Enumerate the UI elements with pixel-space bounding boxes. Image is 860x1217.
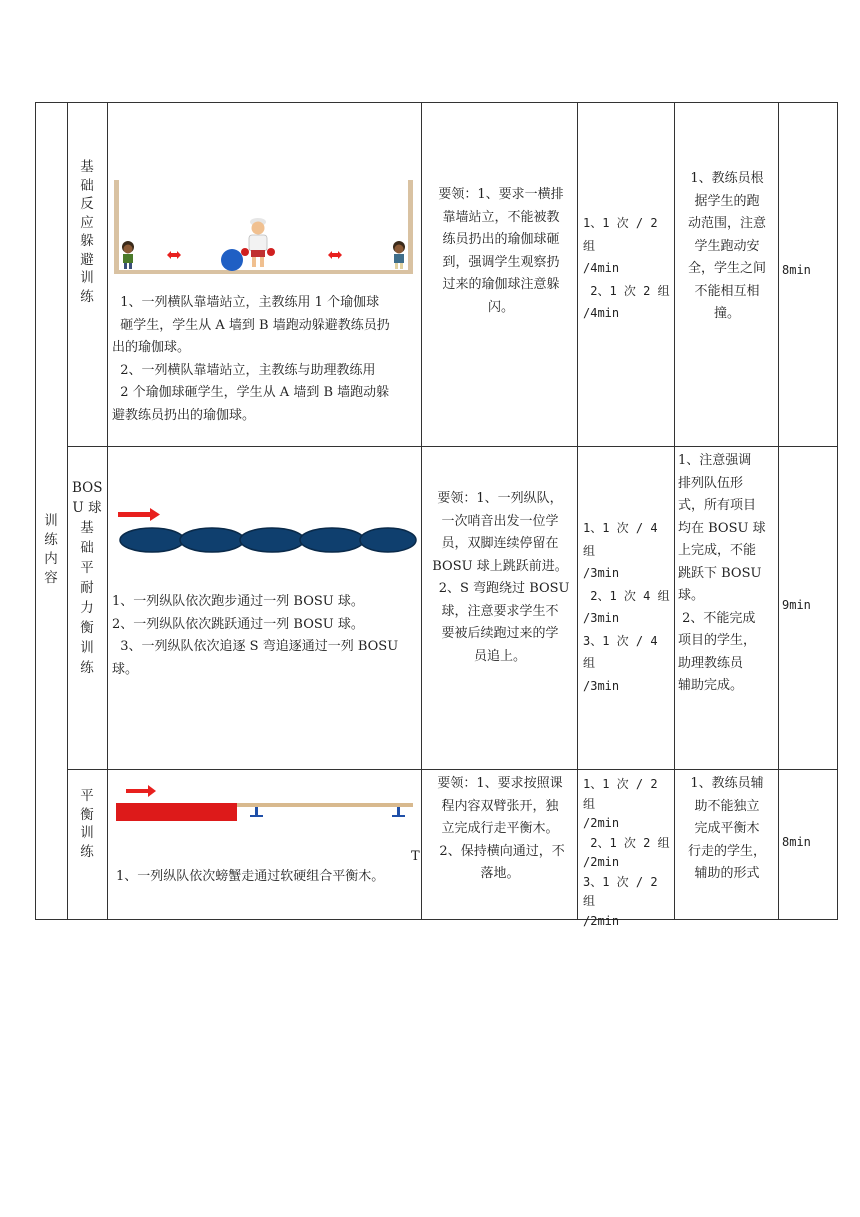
row-3-time: 8min xyxy=(782,835,811,849)
wall-a xyxy=(114,180,119,274)
row-1-description: 1、一列横队靠墙站立，主教练用 1 个瑜伽球 砸学生，学生从 A 墙到 B 墙跑动躲避教练员扔 出的瑜伽球。 2、一列横队靠墙站立，主教练与助理教练用 2 个瑜伽球砸学生，学生从 A 墙到 B 墙跑动躲 避教练员扔出的瑜伽球。 xyxy=(112,295,390,423)
section-label: 训 练 内 容 xyxy=(44,513,58,586)
wall-b xyxy=(408,180,413,274)
bosu-diagram xyxy=(112,506,418,556)
arrow-icon-left xyxy=(167,251,181,259)
bosu-ball-icon xyxy=(180,528,244,552)
walk-arrow-icon xyxy=(126,785,156,797)
row-2-time: 9min xyxy=(782,598,811,612)
student-icon-left xyxy=(122,241,134,269)
row-3-stray-mark: T xyxy=(411,849,420,864)
row-1-sets: 1、1 次 / 2 组 /4min 2、1 次 2 组 /4min xyxy=(583,216,670,320)
row-divider-1 xyxy=(67,446,838,447)
row-1-notes: 1、教练员根 据学生的跑 动范围，注意 学生跑动安 全，学生之间 不能相互相 撞。 xyxy=(687,171,766,321)
balance-beam-diagram xyxy=(112,782,418,826)
row-3-description: 1、一列纵队依次螃蟹走通过软硬组合平衡木。 xyxy=(116,869,385,884)
beam-support-icon xyxy=(250,807,263,817)
run-arrow-icon xyxy=(118,508,160,521)
table-border-bottom xyxy=(35,919,838,920)
student-icon-right xyxy=(393,241,405,269)
soft-beam xyxy=(116,803,237,821)
col-divider-7 xyxy=(837,102,838,920)
row-3-sets: 1、1 次 / 2 组 /2min 2、1 次 2 组 /2min 3、1 次 / 2 组 /2min xyxy=(583,777,670,928)
row-1-key-points: 要领：1、要求一横排 靠墙站立，不能被教 练员扔出的瑜伽球砸 到，强调学生观察扔 过来的瑜伽球注意躲 闪。 xyxy=(438,187,564,315)
dodgeball-diagram xyxy=(112,176,418,276)
table-border-top xyxy=(35,102,838,103)
row-2-title: BOS U 球 基 础 平 耐 力 衡 训 练 xyxy=(72,480,103,676)
row-2-description: 1、一列纵队依次跑步通过一列 BOSU 球。 2、一列纵队依次跳跃通过一列 BOSU 球。 3、一列纵队依次追逐 S 弯追逐通过一列 BOSU 球。 xyxy=(112,594,399,677)
coach-icon xyxy=(241,218,275,267)
floor xyxy=(114,270,413,274)
yoga-ball-icon xyxy=(221,249,243,271)
row-2-sets: 1、1 次 / 4 组 /3min 2、1 次 4 组 /3min 3、1 次 / 4 组 /3min xyxy=(583,521,670,693)
col-divider-2 xyxy=(107,102,108,920)
beam-support-icon xyxy=(392,807,405,817)
bosu-ball-icon xyxy=(360,528,416,552)
row-1-time: 8min xyxy=(782,263,811,277)
row-3-notes: 1、教练员辅 助不能独立 完成平衡木 行走的学生， 辅助的形式 xyxy=(687,776,766,881)
row-divider-2 xyxy=(67,769,838,770)
row-3-key-points: 要领：1、要求按照课 程内容双臂张开，独 立完成行走平衡木。 2、保持横向通过，不 落地。 xyxy=(437,776,565,881)
col-divider-4 xyxy=(577,102,578,920)
col-divider-6 xyxy=(778,102,779,920)
bosu-ball-icon xyxy=(240,528,304,552)
row-2-key-points: 要领：1、一列纵队， 一次哨音出发一位学 员，双脚连续停留在 BOSU 球上跳跃前进。 2、S 弯跑绕过 BOSU 球，注意要求学生不 要被后续跑过来的学 员追上。 xyxy=(432,491,570,664)
row-3-title: 平 衡 训 练 xyxy=(80,788,94,860)
row-2-notes: 1、注意强调 排列队伍形 式，所有项目 均在 BOSU 球 上完成，不能 跳跃下 BOSU 球。 2、不能完成 项目的学生， 助理教练员 辅助完成。 xyxy=(678,453,766,693)
col-divider-1 xyxy=(67,102,68,920)
arrow-icon-right xyxy=(328,251,342,259)
col-divider-0 xyxy=(35,102,36,920)
col-divider-3 xyxy=(421,102,422,920)
hard-beam xyxy=(237,803,413,807)
bosu-ball-icon xyxy=(300,528,364,552)
bosu-ball-icon xyxy=(120,528,184,552)
row-1-title: 基 础 反 应 躲 避 训 练 xyxy=(80,159,94,305)
